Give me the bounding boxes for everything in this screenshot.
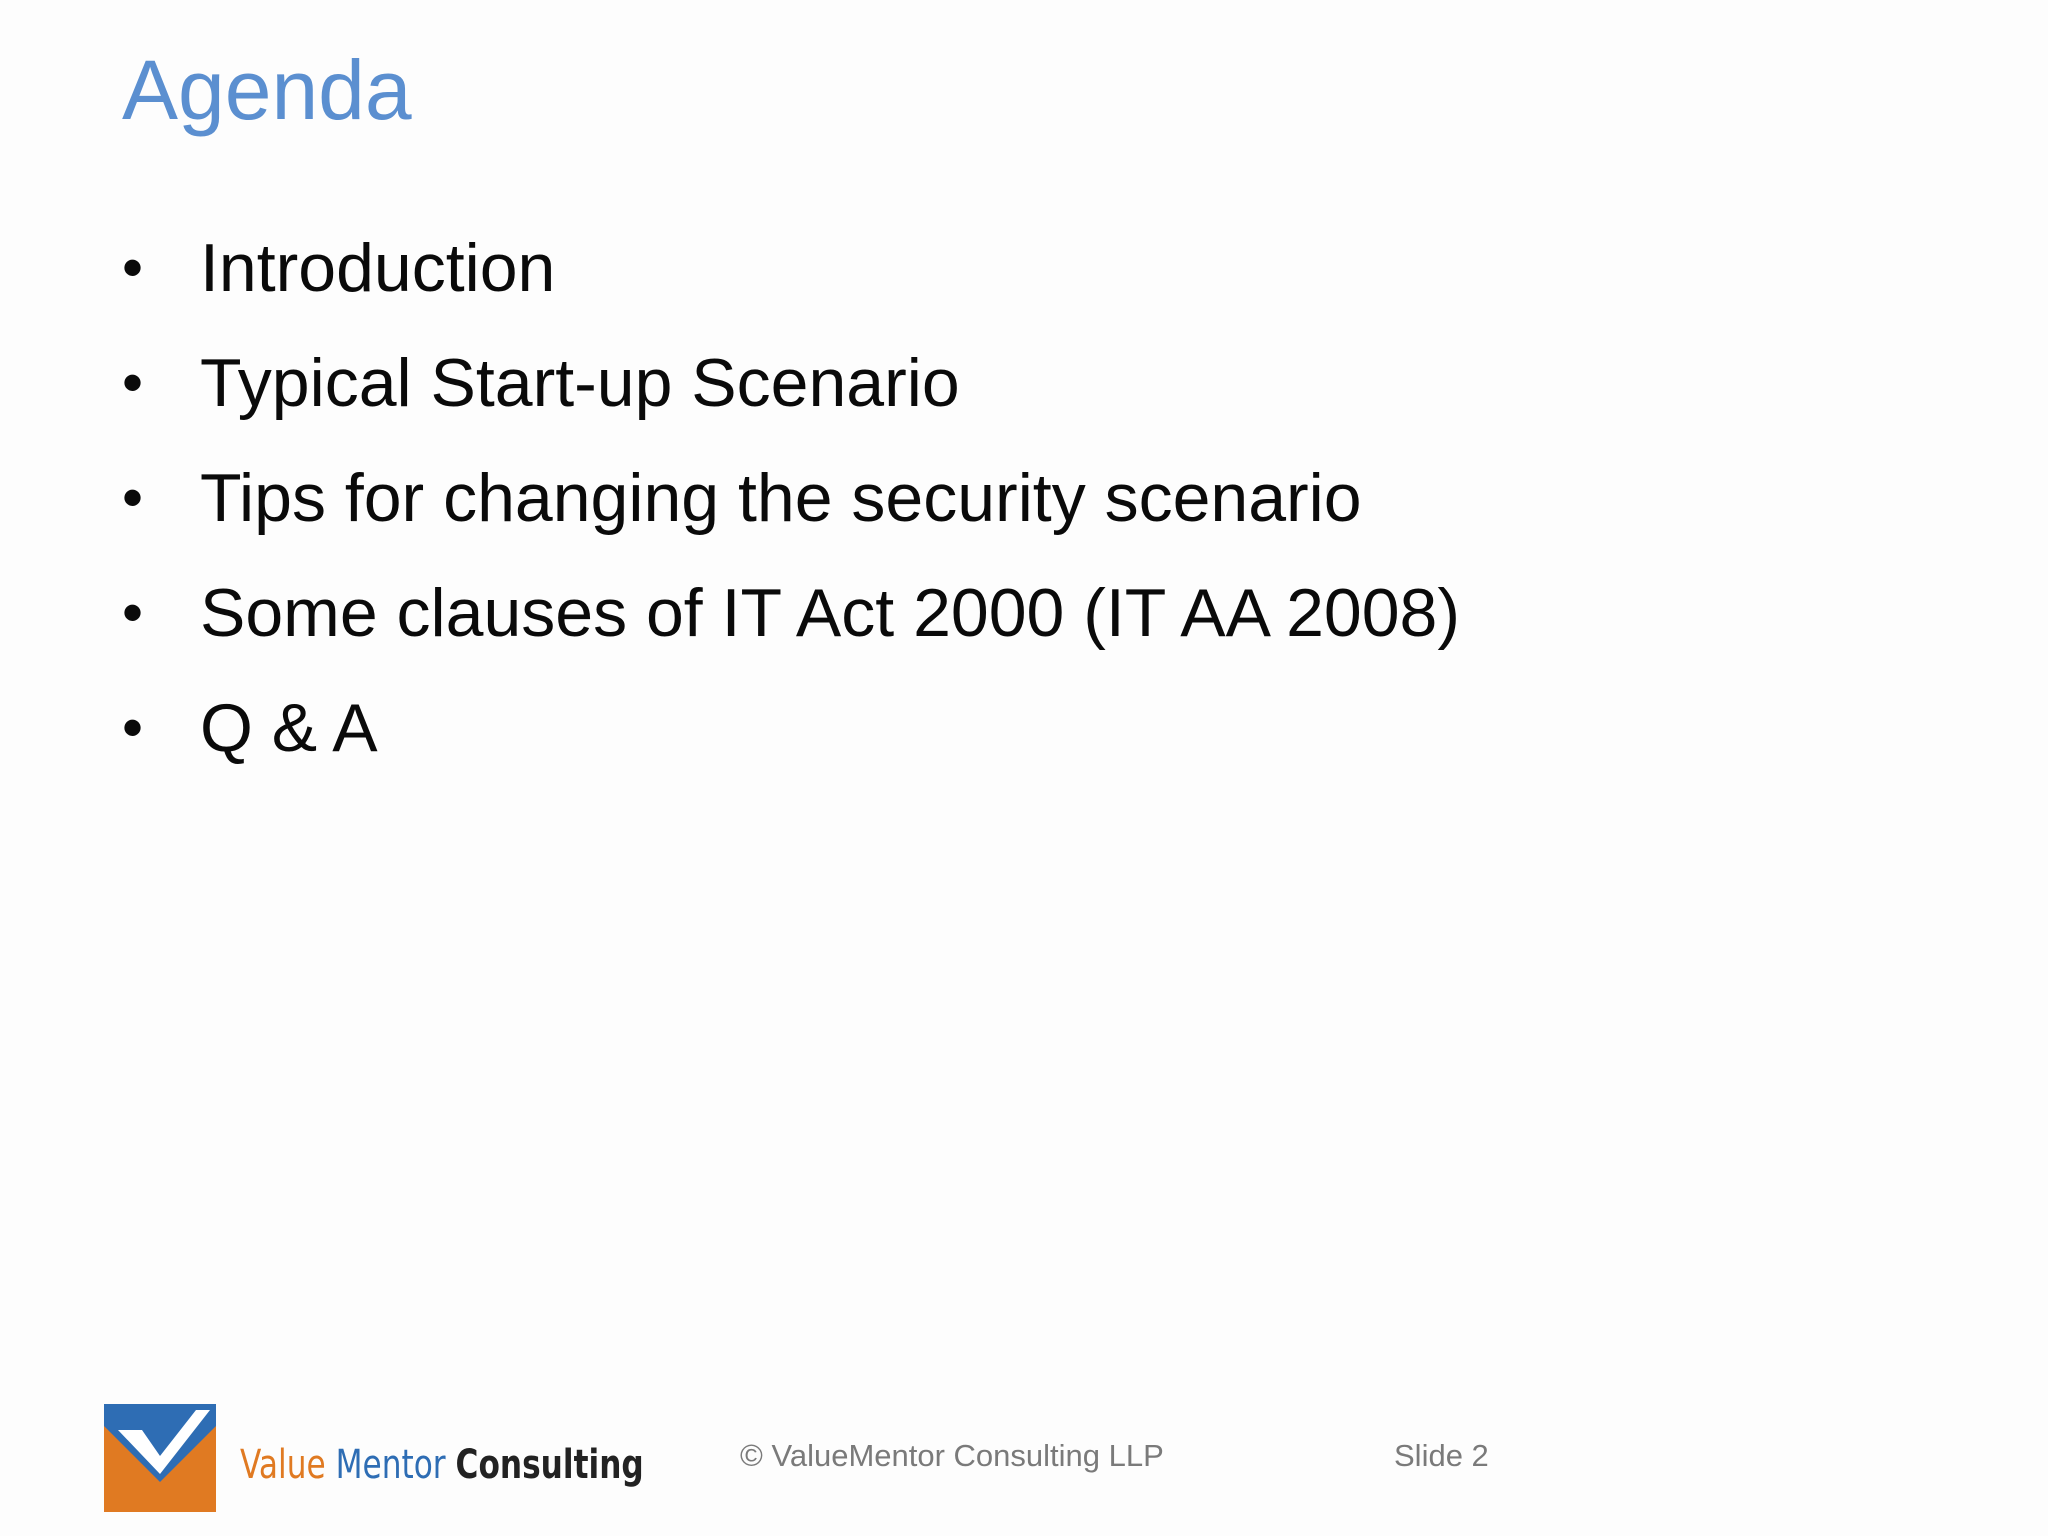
- agenda-item-label: Tips for changing the security scenario: [200, 459, 1362, 536]
- agenda-item: [122, 210, 1460, 325]
- agenda-item-label: Some clauses of IT Act 2000 (IT AA 2008): [200, 574, 1460, 651]
- bullet-icon: •: [122, 693, 144, 761]
- brand-word-value: Value: [240, 1442, 326, 1488]
- agenda-item-label: Introduction: [200, 229, 556, 306]
- agenda-list: [122, 210, 1460, 785]
- bullet-icon: •: [122, 578, 144, 646]
- brand-wordmark: [240, 1440, 644, 1490]
- agenda-item-label: Q & A: [200, 689, 378, 766]
- agenda-item: [122, 440, 1460, 555]
- slide-title: Agenda: [122, 43, 412, 137]
- brand-word-mentor: Mentor: [335, 1442, 446, 1488]
- agenda-item-label: Typical Start-up Scenario: [200, 344, 960, 421]
- bullet-icon: •: [122, 348, 144, 416]
- bullet-icon: •: [122, 233, 144, 301]
- checkmark-logo-icon: [104, 1404, 216, 1512]
- slide-number: Slide 2: [1394, 1438, 1489, 1473]
- agenda-item: [122, 670, 1460, 785]
- bullet-icon: •: [122, 463, 144, 531]
- copyright-text: © ValueMentor Consulting LLP: [740, 1438, 1164, 1473]
- brand-word-consulting: Consulting: [455, 1442, 644, 1488]
- agenda-item: [122, 325, 1460, 440]
- agenda-item: [122, 555, 1460, 670]
